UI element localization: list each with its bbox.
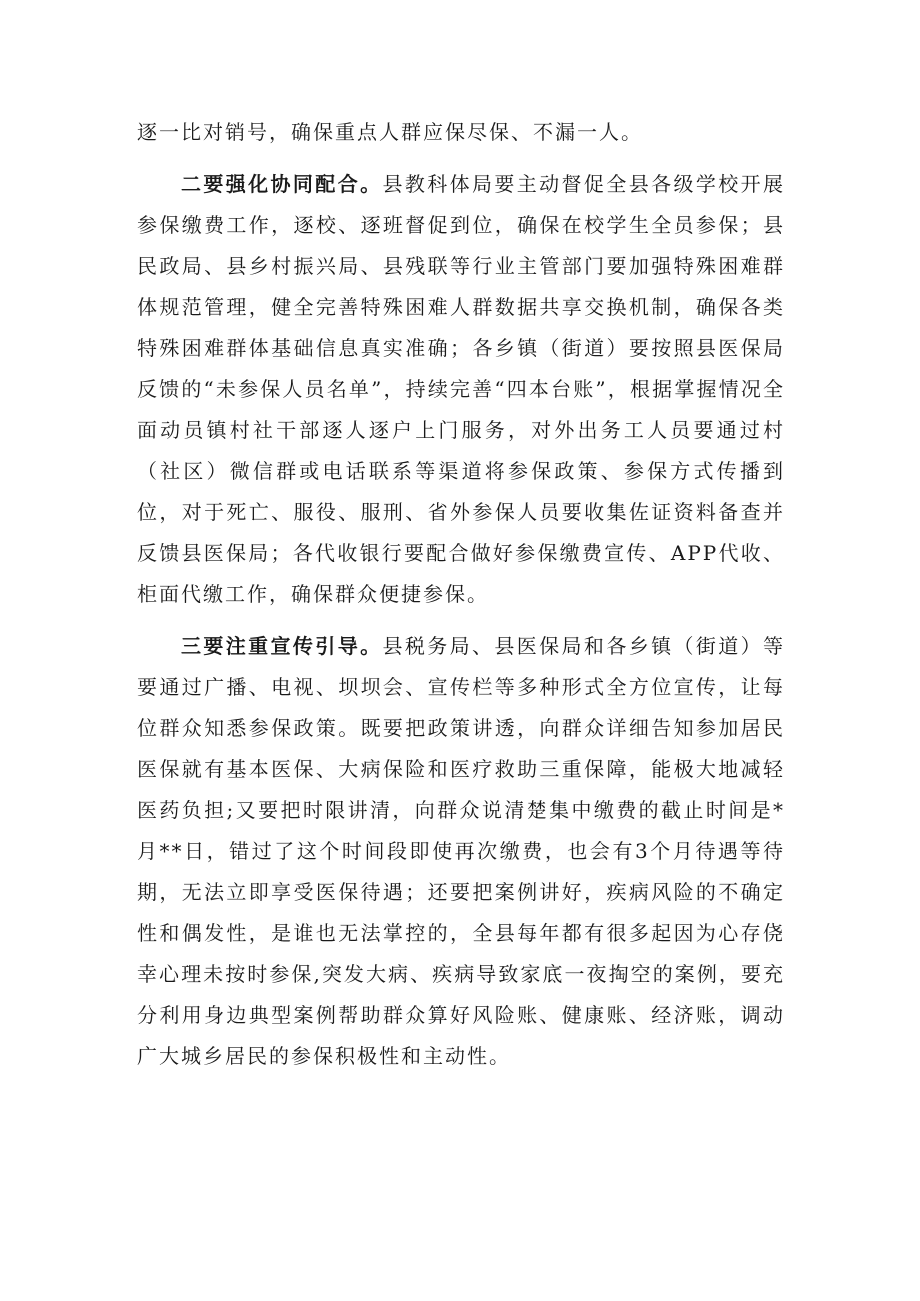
document-body bbox=[137, 112, 785, 1077]
paragraph-1-text: 逐一比对销号，确保重点人群应保尽保、不漏一人。 bbox=[137, 120, 643, 144]
paragraph-1 bbox=[137, 112, 785, 153]
paragraph-3-text: 县税务局、县医保局和各乡镇（街道）等要通过广播、电视、坝坝会、宣传栏等多种形式全方位宣传，让每位群众知悉参保政策。既要把政策讲透，向群众详细告知参加居民医保就有基本医保、大病保险和医疗救助三重保障，能极大地减轻医药负担;又要把时限讲清，向群众说清楚集中缴费的截止时间是*月**日，错过了这个时间段即使再次缴费，也会有3个月待遇等待期，无法立即享受医保待遇；还要把案例讲好，疾病风险的不确定性和偶发性，是谁也无法掌控的，全县每年都有很多起因为心存侥幸心理未按时参保,突发大病、疾病导致家底一夜掏空的案例，要充分利用身边典型案例帮助群众算好风险账、健康账、经济账，调动广大城乡居民的参保积极性和主动性。 bbox=[137, 634, 786, 1068]
paragraph-2-text: 县教科体局要主动督促全县各级学校开展参保缴费工作，逐校、逐班督促到位，确保在校学生全员参保；县民政局、县乡村振兴局、县残联等行业主管部门要加强特殊困难群体规范管理，健全完善特殊困难人群数据共享交换机制，确保各类特殊困难群体基础信息真实准确；各乡镇（街道）要按照县医保局反馈的“未参保人员名单”，持续完善“四本台账”，根据掌握情况全面动员镇村社干部逐人逐户上门服务，对外出务工人员要通过村（社区）微信群或电话联系等渠道将参保政策、参保方式传播到位，对于死亡、服役、服刑、省外参保人员要收集佐证资料备查并反馈县医保局；各代收银行要配合做好参保缴费宣传、APP代收、柜面代缴工作，确保群众便捷参保。 bbox=[137, 172, 786, 606]
paragraph-3-heading: 三要注重宣传引导。 bbox=[181, 634, 383, 658]
paragraph-3 bbox=[137, 626, 785, 1077]
paragraph-2-heading: 二要强化协同配合。 bbox=[181, 172, 383, 196]
paragraph-2 bbox=[137, 164, 785, 615]
